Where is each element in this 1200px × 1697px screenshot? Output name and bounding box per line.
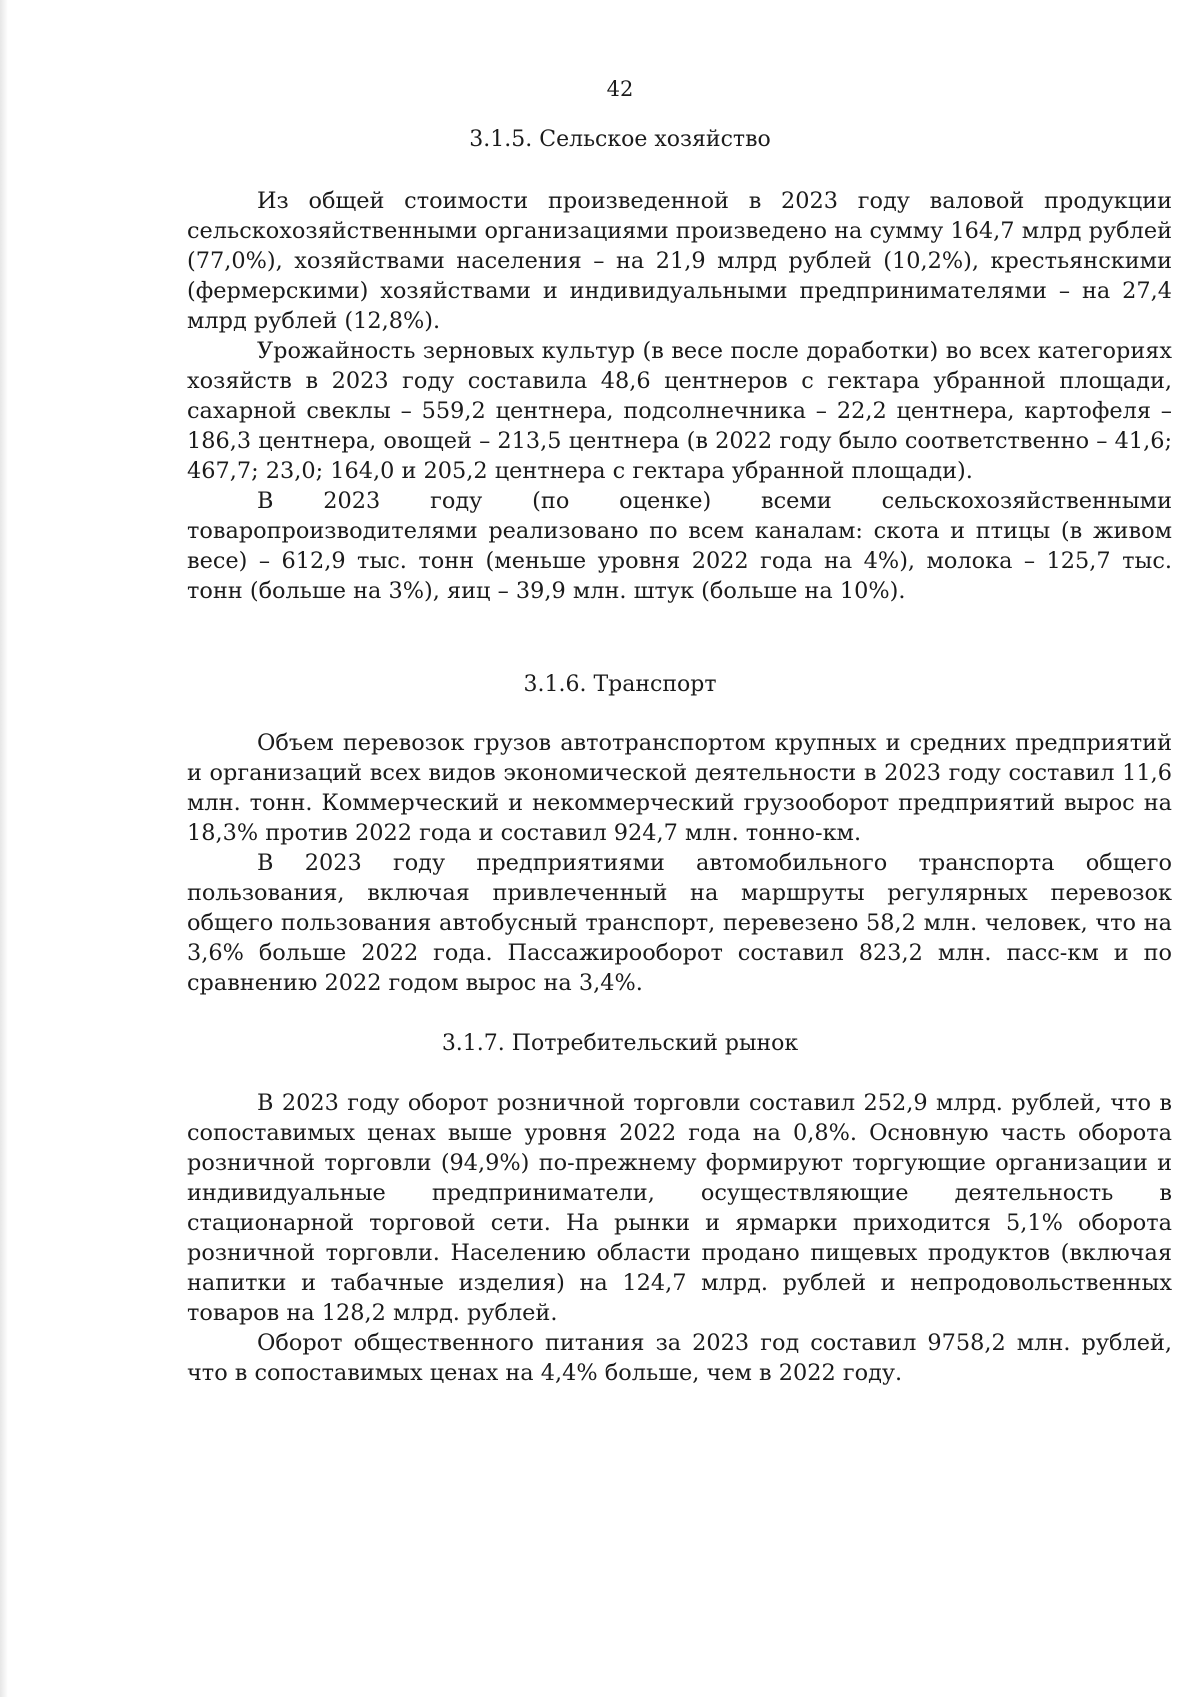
paragraph: Урожайность зерновых культур (в весе после доработки) во всех категориях хозяйств в 2023 году составила 48,6 центнеров с гектара убранной площади, сахарной свеклы – 559,2 центнера, подсолнечника – 22,2 центнера, картофеля – 186,3 центнера, овощей – 213,5 центнера (в 2022 году было соответственно – 41,6; 467,7; 23,0; 164,0 и 205,2 центнера с гектара убранной площади). (187, 338, 1172, 484)
section-heading-transport: 3.1.6. Транспорт (523, 672, 717, 697)
section-body-consumer-market (187, 1088, 1172, 1388)
paragraph: Объем перевозок грузов автотранспортом крупных и средних предприятий и организаций всех видов экономической деятельности в 2023 году составил 11,6 млн. тонн. Коммерческий и некоммерческий грузооборот предприятий вырос на 18,3% против 2022 года и составил 924,7 млн. тонно-км. (187, 730, 1172, 846)
page-number: 42 (606, 77, 634, 101)
section-heading-consumer-market: 3.1.7. Потребительский рынок (441, 1031, 799, 1056)
scan-edge-shadow (0, 0, 8, 1697)
paragraph: В 2023 году (по оценке) всеми сельскохозяйственными товаропроизводителями реализовано по всем каналам: скота и птицы (в живом весе) – 612,9 тыс. тонн (меньше уровня 2022 года на 4%), молока – 125,7 тыс. тонн (больше на 3%), яиц – 39,9 млн. штук (больше на 10%). (187, 488, 1172, 604)
section-heading-agriculture: 3.1.5. Сельское хозяйство (469, 127, 771, 152)
paragraph: Из общей стоимости произведенной в 2023 году валовой продукции сельскохозяйственными организациями произведено на сумму 164,7 млрд рублей (77,0%), хозяйствами населения – на 21,9 млрд рублей (10,2%), крестьянскими (фермерскими) хозяйствами и индивидуальными предпринимателями – на 27,4 млрд рублей (12,8%). (187, 188, 1172, 334)
section-body-transport (187, 728, 1172, 998)
paragraph: В 2023 году предприятиями автомобильного транспорта общего пользования, включая привлеченный на маршруты регулярных перевозок общего пользования автобусный транспорт, перевезено 58,2 млн. человек, что на 3,6% больше 2022 года. Пассажирооборот составил 823,2 млн. пасс-км и по сравнению 2022 годом вырос на 3,4%. (187, 850, 1172, 996)
paragraph: Оборот общественного питания за 2023 год составил 9758,2 млн. рублей, что в сопоставимых ценах на 4,4% больше, чем в 2022 году. (187, 1330, 1172, 1386)
paragraph: В 2023 году оборот розничной торговли составил 252,9 млрд. рублей, что в сопоставимых ценах выше уровня 2022 года на 0,8%. Основную часть оборота розничной торговли (94,9%) по-прежнему формируют торгующие организации и индивидуальные предприниматели, осуществляющие деятельность в стационарной торговой сети. На рынки и ярмарки приходится 5,1% оборота розничной торговли. Населению области продано пищевых продуктов (включая напитки и табачные изделия) на 124,7 млрд. рублей и непродовольственных товаров на 128,2 млрд. рублей. (187, 1090, 1172, 1326)
section-body-agriculture (187, 186, 1172, 606)
